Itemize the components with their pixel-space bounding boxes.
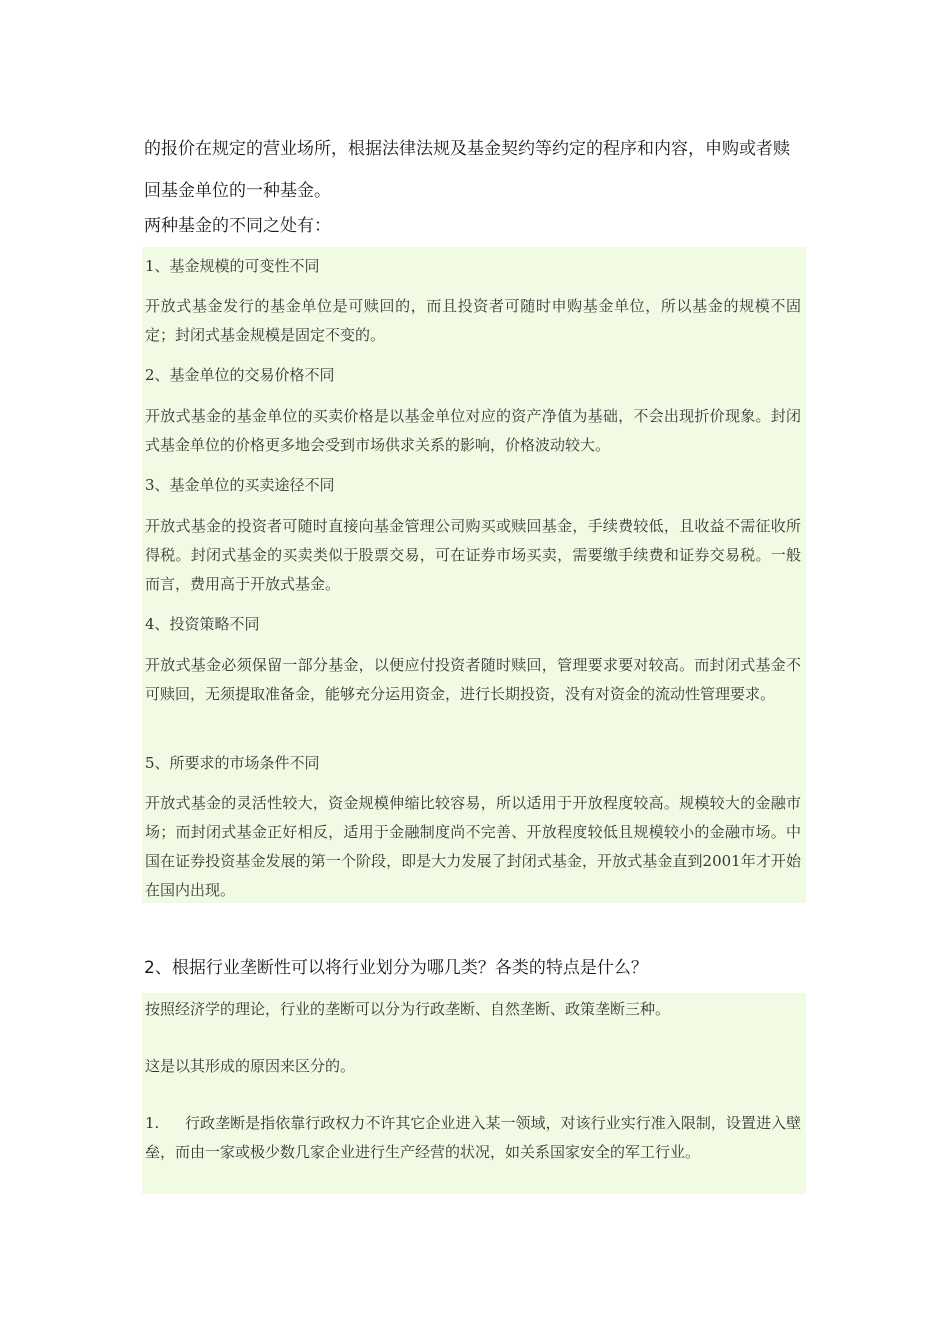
difference-body-2: 开放式基金的基金单位的买卖价格是以基金单位对应的资产净值为基础，不会出现折价现象。封闭式基金单位的价格更多地会受到市场供求关系的影响，价格波动较大。	[145, 407, 801, 454]
answer-item-1-text: 行政垄断是指依靠行政权力不许其它企业进入某一领域，对该行业实行准入限制，设置进入壁垒，而由一家或极少数几家企业进行生产经营的状况，如关系国家安全的军工行业。	[145, 1114, 801, 1161]
differences-heading: 两种基金的不同之处有：	[144, 216, 331, 236]
difference-body-5: 开放式基金的灵活性较大，资金规模伸缩比较容易，所以适用于开放程度较高。规模较大的金融市场；而封闭式基金正好相反，适用于金融制度尚不完善、开放程度较低且规模较小的金融市场。中国在证券投资基金发展的第一个阶段，即是大力发展了封闭式基金，开放式基金直到2001年才开始在国内出现。	[145, 794, 801, 899]
difference-heading-4: 4、投资策略不同	[145, 615, 260, 633]
answer-line-1: 按照经济学的理论，行业的垄断可以分为行政垄断、自然垄断、政策垄断三种。	[145, 1000, 671, 1018]
answer-line-2: 这是以其形成的原因来区分的。	[145, 1057, 356, 1075]
difference-heading-2: 2、基金单位的交易价格不同	[145, 366, 335, 384]
difference-body-3: 开放式基金的投资者可随时直接向基金管理公司购买或赎回基金，手续费较低，且收益不需征收所得税。封闭式基金的买卖类似于股票交易，可在证券市场买卖，需要缴手续费和证券交易税。一般而言，费用高于开放式基金。	[145, 517, 801, 593]
difference-body-1: 开放式基金发行的基金单位是可赎回的，而且投资者可随时申购基金单位，所以基金的规模不固定；封闭式基金规模是固定不变的。	[145, 297, 801, 344]
differences-box	[142, 247, 806, 903]
answer-box	[142, 993, 806, 1194]
answer-item-1	[145, 1109, 801, 1167]
difference-heading-1: 1、基金规模的可变性不同	[145, 257, 320, 275]
difference-heading-5: 5、所要求的市场条件不同	[145, 754, 320, 772]
difference-body-4: 开放式基金必须保留一部分基金，以便应付投资者随时赎回，管理要求要对较高。而封闭式基金不可赎回，无须提取准备金，能够充分运用资金，进行长期投资，没有对资金的流动性管理要求。	[145, 656, 801, 703]
question-2-title: 2、根据行业垄断性可以将行业划分为哪几类？各类的特点是什么？	[144, 958, 648, 978]
difference-heading-3: 3、基金单位的买卖途径不同	[145, 476, 335, 494]
answer-item-1-number: 1.	[145, 1114, 160, 1132]
intro-paragraph: 的报价在规定的营业场所，根据法律法规及基金契约等约定的程序和内容，申购或者赎回基金单位的一种基金。	[144, 139, 790, 201]
